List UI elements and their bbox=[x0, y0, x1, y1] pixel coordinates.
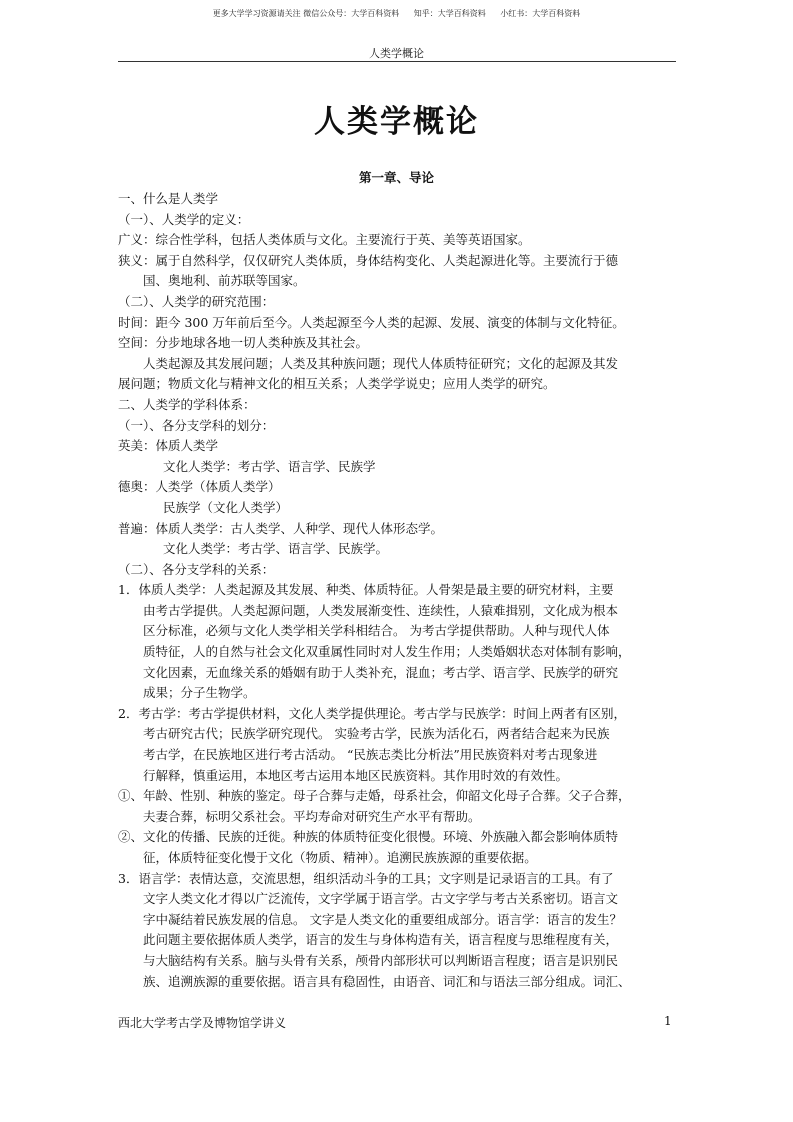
text-line: ②、文化的传播、民族的迁徙。种族的体质特征变化很慢。环境、外族融入都会影响体质特 bbox=[118, 829, 619, 845]
header-rule bbox=[118, 61, 676, 62]
text-line: 质特征，人的自然与社会文化双重属性同时对人发生作用；人类婚姻状态对体制有影响， bbox=[143, 644, 631, 660]
text-line: 征，体质特征变化慢于文化（物质、精神）。追溯民族族源的重要依据。 bbox=[143, 850, 537, 865]
text-line: 2．考古学：考古学提供材料，文化人类学提供理论。考古学与民族学：时间上两者有区别， bbox=[118, 705, 626, 721]
page-number: 1 bbox=[664, 1014, 672, 1028]
text-line: 行解释，慎重运用，本地区考古运用本地区民族资料。其作用时效的有效性。 bbox=[143, 767, 569, 783]
text-line: 文化人类学：考古学、语言学、民族学 bbox=[163, 458, 376, 474]
text-line: 字中凝结着民族发展的信息。 文字是人类文化的重要组成部分。语言学：语言的发生？ bbox=[143, 911, 622, 927]
text-line: 德奥：人类学（体质人类学） bbox=[118, 479, 281, 495]
text-line: 区分标准，必须与文化人类学相关学科相结合。 为考古学提供帮助。人种与现代人体 bbox=[143, 623, 610, 639]
text-line: 广义：综合性学科，包括人类体质与文化。主要流行于英、美等英语国家。 bbox=[118, 232, 531, 248]
text-line: 考古研究古代；民族学研究现代。 实验考古学，民族为活化石，两者结合起来为民族 bbox=[143, 726, 610, 742]
text-line: 夫妻合葬，标明父系社会。平均寿命对研究生产水平有帮助。 bbox=[143, 808, 481, 824]
footer-source: 西北大学考古学及博物馆学讲义 bbox=[118, 1016, 287, 1030]
text-line: 民族学（文化人类学） bbox=[163, 499, 289, 515]
text-line: 3．语言学：表情达意，交流思想，组织活动斗争的工具；文字则是记录语言的工具。有了 bbox=[118, 870, 614, 886]
text-line: 文化人类学：考古学、语言学、民族学。 bbox=[163, 541, 389, 557]
text-line: 由考古学提供。人类起源问题，人类发展渐变性、连续性，人猿难揖别，文化成为根本 bbox=[143, 602, 619, 618]
top-promo-note bbox=[0, 8, 793, 19]
text-line: 狭义：属于自然科学，仅仅研究人类体质，身体结构变化、人类起源进化等。主要流行于德 bbox=[118, 252, 619, 268]
promo-xiaohongshu: 小红书：大学百科资料 bbox=[500, 9, 581, 18]
promo-wechat: 更多大学学习资源请关注 微信公众号：大学百科资料 bbox=[212, 9, 400, 18]
text-line: 成果；分子生物学。 bbox=[143, 685, 256, 701]
text-line: 文化因素，无血缘关系的婚姻有助于人类补充，混血；考古学、语言学、民族学的研究 bbox=[143, 664, 619, 680]
text-line: 族、追溯族源的重要依据。语言具有稳固性，由语音、词汇和与语法三部分组成。词汇、 bbox=[143, 973, 631, 989]
text-line: （一）、各分支学科的划分： bbox=[118, 417, 275, 433]
text-line: 此问题主要依据体质人类学，语言的发生与身体构造有关，语言程度与思维程度有关， bbox=[143, 932, 619, 948]
text-line: ①、年龄、性别、种族的鉴定。母子合葬与走婚，母系社会，仰韶文化母子合葬。父子合葬， bbox=[118, 788, 631, 804]
text-line: 英美：体质人类学 bbox=[118, 438, 219, 454]
text-line: （二）、各分支学科的关系： bbox=[118, 561, 275, 577]
text-line: 时间：距今 300 万年前后至今。人类起源至今人类的起源、发展、演变的体制与文化特征。 bbox=[118, 314, 625, 330]
chapter-heading: 第一章、导论 bbox=[358, 170, 434, 185]
text-line: 二、人类学的学科体系： bbox=[118, 396, 256, 412]
text-line: 人类起源及其发展问题；人类及其种族问题；现代人体质特征研究；文化的起源及其发 bbox=[143, 355, 619, 371]
text-line: 一、什么是人类学 bbox=[118, 191, 219, 206]
text-line: 考古学，在民族地区进行考古活动。 “民族志类比分析法”用民族资料对考古现象进 bbox=[143, 747, 598, 763]
document-title: 人类学概论 bbox=[314, 104, 479, 140]
text-line: 空间：分步地球各地一切人类种族及其社会。 bbox=[118, 335, 369, 351]
text-line: （二）、人类学的研究范围： bbox=[118, 293, 275, 309]
text-line: （一）、人类学的定义： bbox=[118, 211, 250, 227]
text-line: 国、奥地利、前苏联等国家。 bbox=[143, 273, 306, 289]
text-line: 文字人类文化才得以广泛流传，文字学属于语言学。古文字学与考古关系密切。语言文 bbox=[143, 891, 619, 907]
promo-zhihu: 知乎：大学百科资料 bbox=[413, 9, 486, 18]
text-line: 普遍：体质人类学：古人类学、人种学、现代人体形态学。 bbox=[118, 520, 444, 536]
text-line: 与大脑结构有关系。脑与头骨有关系，颅骨内部形状可以判断语言程度；语言是识别民 bbox=[143, 952, 619, 968]
text-line: 1．体质人类学：人类起源及其发展、种类、体质特征。人骨架是最主要的研究材料，主要 bbox=[118, 582, 614, 598]
running-header: 人类学概论 bbox=[369, 47, 424, 60]
document-body bbox=[118, 189, 678, 992]
text-line: 展问题；物质文化与精神文化的相互关系；人类学学说史；应用人类学的研究。 bbox=[118, 376, 556, 392]
